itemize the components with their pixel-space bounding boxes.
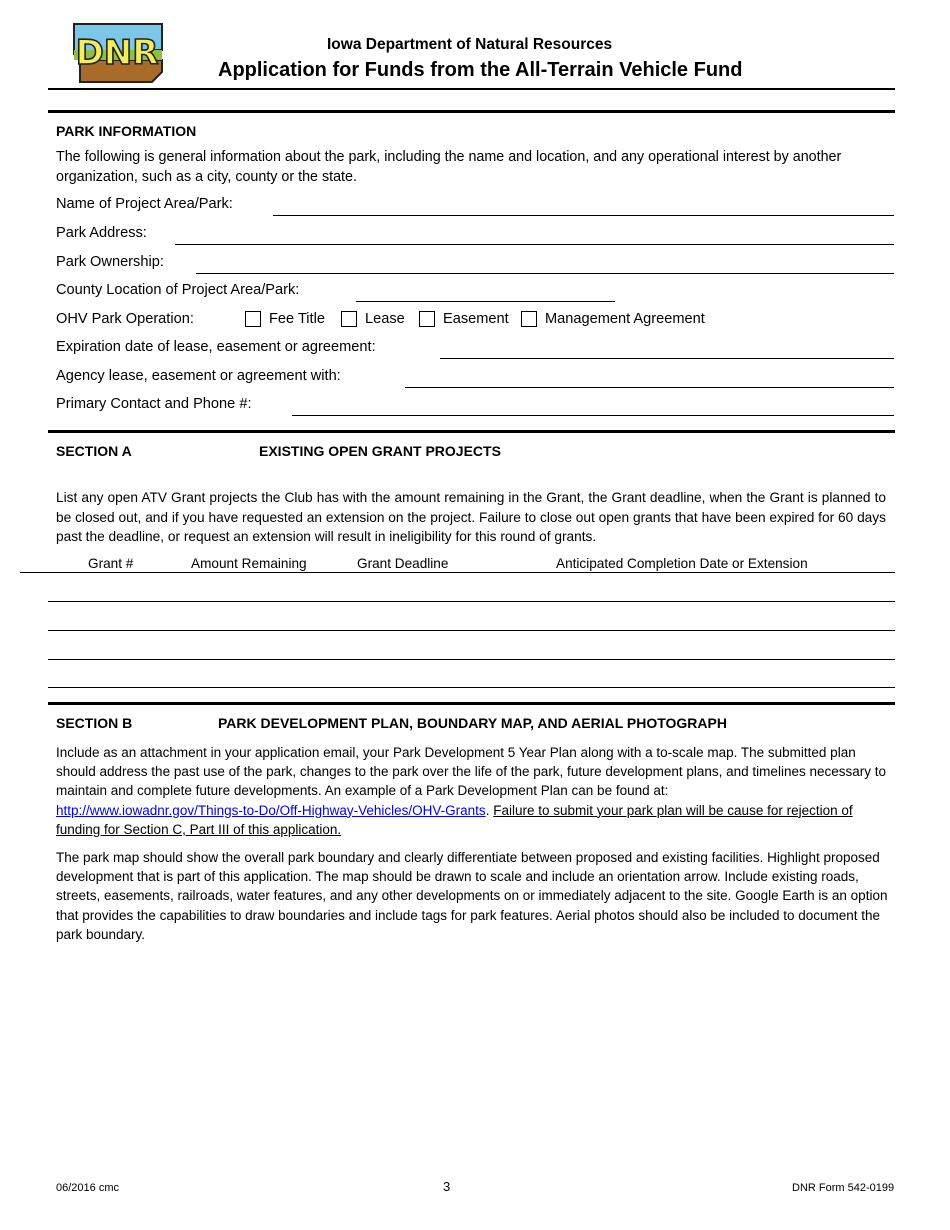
section-a-text: List any open ATV Grant projects the Club has with the amount remaining in the Grant, the Grant deadline, when the Grant is planned to be closed out, and if you have requested an extension on the project. Failure to close out open grants that have been expired for 60 days past the deadline, or request an extension will result in ineligibility for this round of grants. — [56, 490, 886, 544]
section-b-label: SECTION B — [56, 715, 133, 731]
lease-checkbox[interactable] — [341, 311, 357, 327]
table-row[interactable] — [48, 687, 895, 688]
easement-checkbox[interactable] — [419, 311, 435, 327]
section-b-title: PARK DEVELOPMENT PLAN, BOUNDARY MAP, AND AERIAL PHOTOGRAPH — [218, 715, 727, 731]
table-row[interactable] — [48, 659, 895, 660]
agency-agreement-input[interactable] — [405, 387, 894, 388]
page-number: 3 — [443, 1179, 451, 1194]
county-location-input[interactable] — [356, 301, 615, 302]
county-location-label: County Location of Project Area/Park: — [56, 282, 300, 298]
park-plan-warning: Failure to submit your park plan will be cause for rejection of funding for Section C, Part III of this application. — [56, 802, 853, 837]
col-grant-deadline: Grant Deadline — [357, 556, 449, 571]
management-agreement-label: Management Agreement — [545, 311, 705, 327]
dnr-logo — [66, 20, 170, 86]
expiration-date-input[interactable] — [440, 358, 894, 359]
section-a-title: EXISTING OPEN GRANT PROJECTS — [259, 443, 501, 459]
section-divider — [48, 430, 895, 433]
section-b-paragraph-1: Include as an attachment in your application email, your Park Development 5 Year Plan along with a to-scale map. The submitted plan should address the past use of the park, changes to the park over the life of the park, future development plans, and timelines necessary to maintain and complete future developments. An example of a Park Development Plan can be found at: http://www.iowadnr.gov/Things-to-Do/Off-Highway-Vehicles/OHV-Grants. Failure to submit your park plan will be cause for rejection of funding for Section C, Part III of this application. — [56, 745, 886, 837]
section-divider — [48, 110, 895, 113]
section-b-p1-text: Include as an attachment in your application email, your Park Development 5 Year Plan along with a to-scale map. The submitted plan should address the past use of the park, changes to the park over the life of the park, future development plans, and timelines necessary to maintain and complete future developments. An example of a Park Development Plan can be found at: — [56, 745, 886, 799]
section-a-label: SECTION A — [56, 443, 132, 459]
agency-name: Iowa Department of Natural Resources — [327, 36, 613, 53]
primary-contact-label: Primary Contact and Phone #: — [56, 396, 252, 412]
table-row[interactable] — [48, 601, 895, 602]
fee-title-label: Fee Title — [269, 311, 325, 327]
park-address-input[interactable] — [175, 244, 894, 245]
agency-agreement-label: Agency lease, easement or agreement with: — [56, 368, 341, 384]
primary-contact-input[interactable] — [292, 415, 894, 416]
table-header-rule — [20, 572, 895, 573]
form-title: Application for Funds from the All-Terrain Vehicle Fund — [218, 59, 743, 81]
table-row[interactable] — [48, 630, 895, 631]
park-ownership-input[interactable] — [196, 273, 894, 274]
park-name-label: Name of Project Area/Park: — [56, 196, 233, 212]
ohv-grants-link[interactable]: http://www.iowadnr.gov/Things-to-Do/Off-Highway-Vehicles/OHV-Grants — [56, 802, 486, 818]
section-b-paragraph-2: The park map should show the overall park boundary and clearly differentiate between proposed and existing facilities. Highlight proposed development that is part of this application. The map should be drawn to scale and include an orientation arrow. Include existing roads, streets, easements, railroads, water features, and any other developments on or immediately adjacent to the site. Google Earth is an option that provides the capabilities to draw boundaries and include tags for park features. Aerial photos should also be included to document the park boundary. — [56, 850, 888, 942]
svg-text:DNR: DNR — [75, 33, 159, 73]
form-number: DNR Form 542-0199 — [792, 1182, 895, 1194]
lease-label: Lease — [365, 311, 405, 327]
ohv-operation-label: OHV Park Operation: — [56, 311, 194, 327]
park-name-input[interactable] — [273, 215, 894, 216]
ohv-operation-row — [56, 311, 709, 327]
header-rule — [48, 88, 895, 90]
park-info-intro: The following is general information about the park, including the name and location, and any operational interest by another organization, such as a city, county or the state. — [56, 149, 842, 185]
col-grant-number: Grant # — [88, 556, 134, 571]
park-ownership-label: Park Ownership: — [56, 254, 164, 270]
management-agreement-checkbox[interactable] — [521, 311, 537, 327]
footer-date: 06/2016 cmc — [56, 1182, 119, 1194]
col-amount-remaining: Amount Remaining — [191, 556, 307, 571]
col-completion-date: Anticipated Completion Date or Extension — [556, 556, 808, 571]
expiration-date-label: Expiration date of lease, easement or agreement: — [56, 339, 376, 355]
fee-title-checkbox[interactable] — [245, 311, 261, 327]
section-divider — [48, 702, 895, 705]
park-address-label: Park Address: — [56, 225, 147, 241]
easement-label: Easement — [443, 311, 509, 327]
park-info-heading: PARK INFORMATION — [56, 123, 197, 139]
